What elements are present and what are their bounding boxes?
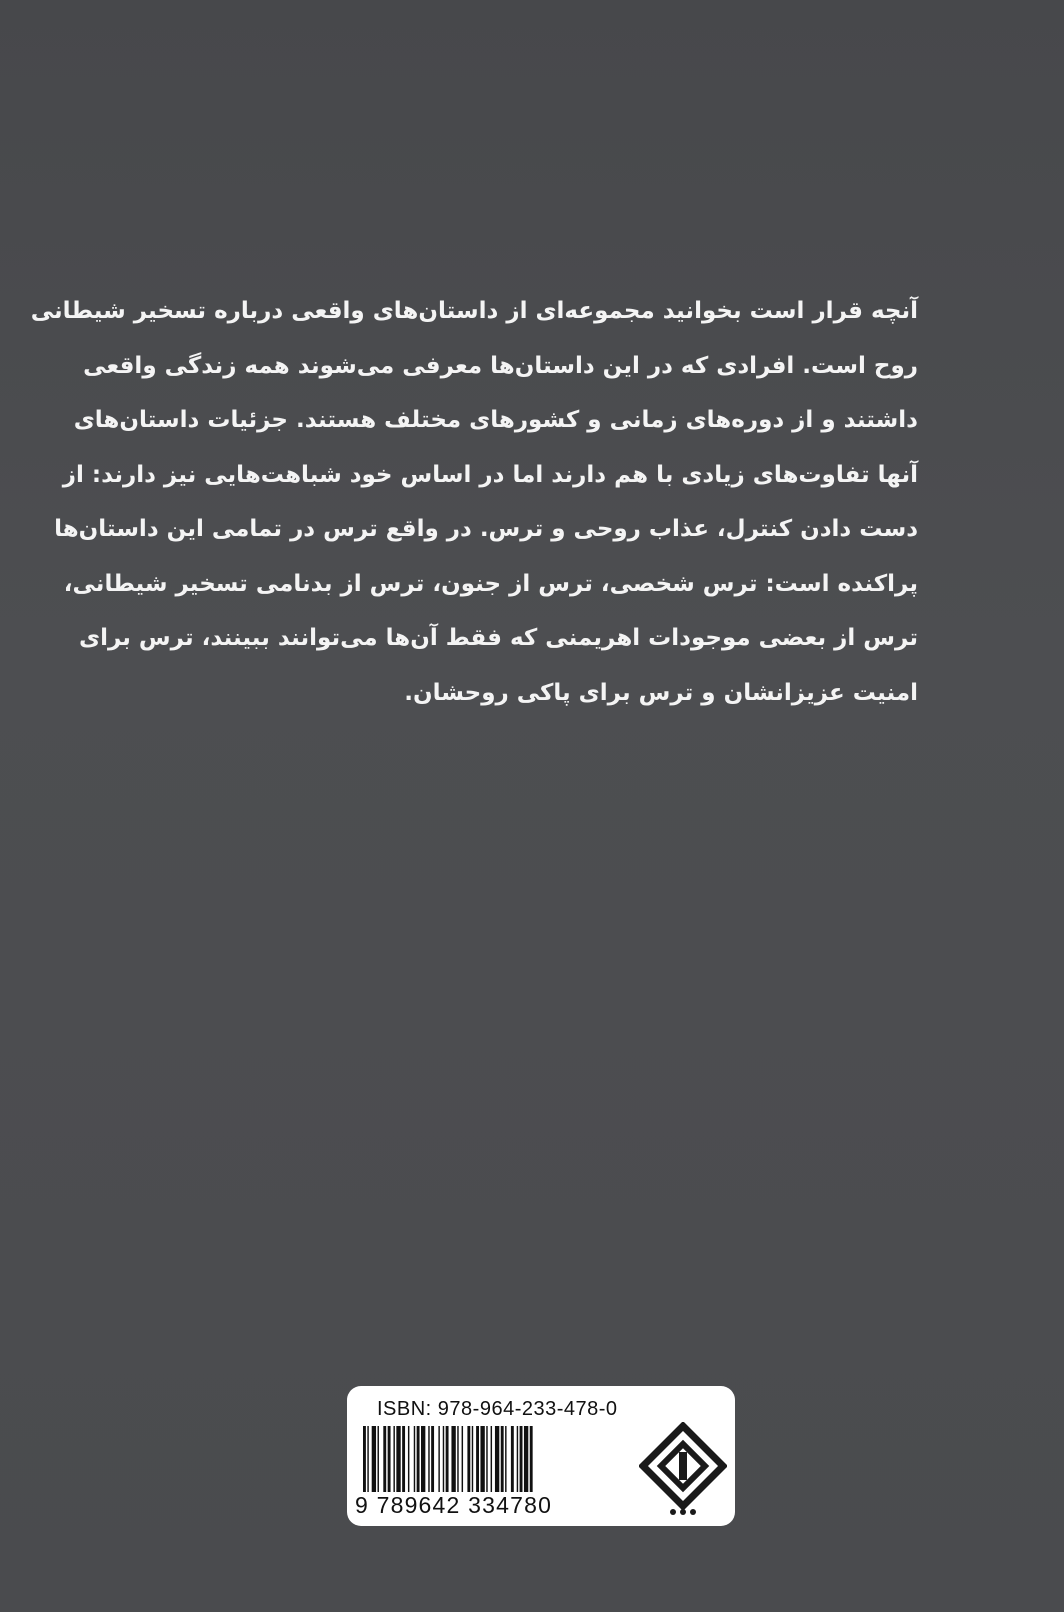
barcode-bar: [443, 1426, 444, 1500]
barcode-digits: 9 789642 334780: [355, 1492, 553, 1518]
barcode-bar: [367, 1426, 368, 1500]
barcode-bar: [396, 1426, 400, 1500]
blurb-line: روح است. افرادی که در این داستان‌ها معرفی می‌شوند همه زندگی واقعی: [83, 352, 918, 379]
barcode-bar: [491, 1426, 492, 1500]
barcode-bar: [438, 1426, 439, 1500]
barcode-bar: [517, 1426, 518, 1500]
barcode-bar: [388, 1426, 391, 1500]
barcode-bar: [451, 1426, 455, 1500]
barcode-bar: [393, 1426, 394, 1500]
barcode-bar: [530, 1426, 533, 1500]
barcode-bar: [417, 1426, 420, 1500]
blurb-line: داشتند و از دوره‌های زمانی و کشورهای مختلف هستند. جزئیات داستان‌های: [73, 407, 918, 433]
barcode-bar: [495, 1426, 499, 1500]
blurb-line: امنیت عزیزانشان و ترس برای پاکی روحشان.: [404, 679, 918, 706]
barcode-bar: [372, 1426, 376, 1500]
barcode-bar: [431, 1426, 434, 1500]
barcode-bars: [361, 1426, 637, 1500]
blurb-line: آنها تفاوت‌های زیادی با هم دارند اما در اساس خود شباهت‌هایی نیز دارند: از: [62, 461, 918, 488]
barcode-bar: [462, 1426, 463, 1500]
barcode-bar: [421, 1426, 425, 1500]
publisher-logo-icon: [639, 1422, 727, 1518]
barcode-bar: [408, 1426, 409, 1500]
barcode-bar: [524, 1426, 528, 1500]
barcode-bar: [472, 1426, 473, 1500]
barcode-bar: [446, 1426, 449, 1500]
barcode-bar: [505, 1426, 506, 1500]
blurb-text: [30, 296, 918, 732]
barcode-bar: [414, 1426, 415, 1500]
barcode-bar: [476, 1426, 479, 1500]
blurb-line: دست دادن کنترل، عذاب روحی و ترس. در واقع ترس در تمامی این داستان‌ها: [54, 516, 918, 542]
barcode-bar: [383, 1426, 386, 1500]
isbn-label: ISBN: 978-964-233-478-0: [377, 1398, 618, 1420]
blurb-line: پراکنده است: ترس شخصی، ترس از جنون، ترس از بدنامی تسخیر شیطانی،: [63, 570, 918, 597]
barcode-bar: [457, 1426, 458, 1500]
barcode-bar: [467, 1426, 470, 1500]
barcode-bar: [363, 1426, 366, 1500]
barcode-bar: [501, 1426, 504, 1500]
barcode-bar: [428, 1426, 429, 1500]
barcode-bar: [480, 1426, 484, 1500]
barcode-bar: [511, 1426, 514, 1500]
barcode-panel: [347, 1386, 735, 1526]
barcode-bar: [486, 1426, 487, 1500]
barcode-bar: [520, 1426, 523, 1500]
blurb-line: ترس از بعضی موجودات اهریمنی که فقط آن‌ها می‌توانند ببینند، ترس برای: [79, 625, 918, 651]
blurb-line: آنچه قرار است بخوانید مجموعه‌ای از داستان‌های واقعی درباره تسخیر شیطانی: [30, 298, 918, 324]
barcode-bar: [378, 1426, 379, 1500]
barcode-bar: [402, 1426, 405, 1500]
